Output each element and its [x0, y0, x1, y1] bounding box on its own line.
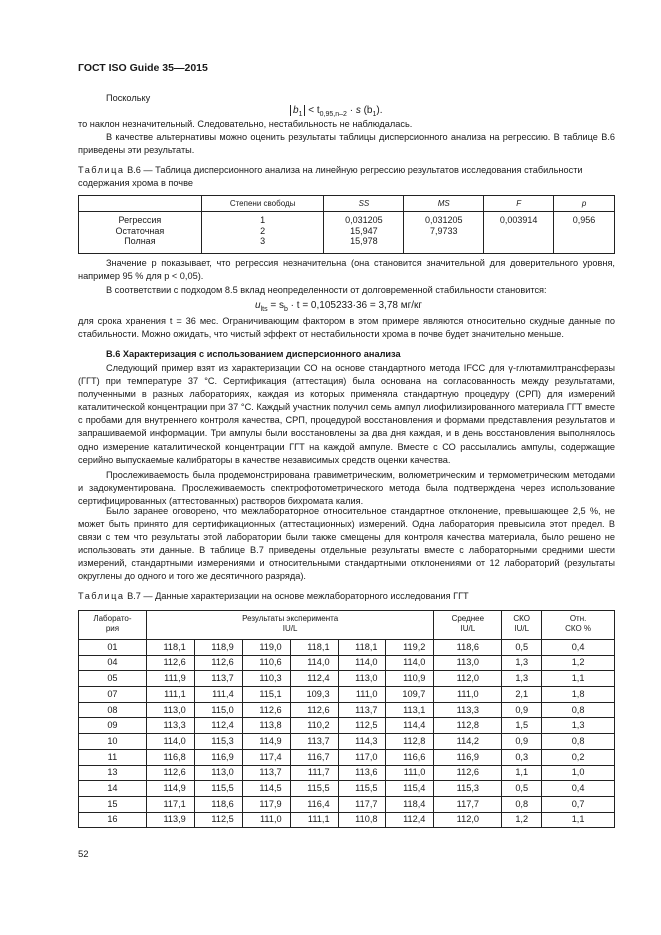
paragraph-traceability: Прослеживаемость была продемонстрирована гравиметрическим, волюметрическим и термометрическим методами и задокументирована. Прослеживаемость спектрофотометрического метода была подтверждена через использование сертифицированных (аттестованных) растворов бихромата калия. — [78, 470, 615, 507]
header-results: Результаты эксперимента IU/L — [146, 611, 434, 640]
header-rel-sko: Отн. СКО % — [542, 611, 615, 640]
table-row — [79, 749, 615, 765]
table-cell: 113,1 — [386, 702, 434, 718]
section-title: В.6 Характеризация с использованием дисперсионного анализа — [106, 349, 401, 359]
table-cell: 01 — [79, 640, 147, 656]
interlab-results-table — [78, 610, 615, 828]
table-cell: 113,7 — [194, 671, 242, 687]
table-cell: 116,7 — [290, 749, 338, 765]
table-cell: 1,3 — [542, 718, 615, 734]
table-cell: 1,5 — [502, 718, 542, 734]
table-cell: 109,3 — [290, 687, 338, 703]
table-cell: 1,2 — [542, 655, 615, 671]
table-cell: 118,1 — [146, 640, 194, 656]
table-cell: 112,6 — [434, 765, 502, 781]
table-cell: 0,5 — [502, 640, 542, 656]
paragraph-poskolku: Поскольку — [106, 93, 151, 103]
table-row — [79, 765, 615, 781]
table-cell: 1,1 — [542, 671, 615, 687]
table-cell: 0,8 — [502, 796, 542, 812]
table-cell: 1,8 — [542, 687, 615, 703]
inequality-formula: $b_1 < t_{0,95,n-2} \cdot s$ $(b_1)$. — [290, 104, 383, 121]
header-mean: Среднее IU/L — [434, 611, 502, 640]
table-cell: 112,4 — [386, 812, 434, 828]
table-cell: 115,5 — [290, 781, 338, 797]
table-row — [79, 702, 615, 718]
table-cell: 110,6 — [242, 655, 290, 671]
table-cell: 112,6 — [290, 702, 338, 718]
table-cell: 0,5 — [502, 781, 542, 797]
table-cell: 1,1 — [542, 812, 615, 828]
table-cell: 0,3 — [502, 749, 542, 765]
table-cell: 119,2 — [386, 640, 434, 656]
table-row — [79, 687, 615, 703]
table-cell: 11 — [79, 749, 147, 765]
table-cell: 114,5 — [242, 781, 290, 797]
table-cell: 112,5 — [338, 718, 386, 734]
table-cell: 117,7 — [338, 796, 386, 812]
header-cell — [79, 196, 202, 212]
table-cell: 115,3 — [434, 781, 502, 797]
table-cell: 05 — [79, 671, 147, 687]
table-cell: 0,9 — [502, 702, 542, 718]
table-cell: 1,3 — [502, 671, 542, 687]
table-cell: 115,5 — [338, 781, 386, 797]
header-lab: Лаборато- рия — [79, 611, 147, 640]
header-cell: Степени свободы — [201, 196, 324, 212]
table-cell: 113,0 — [146, 702, 194, 718]
table-cell: 0,4 — [542, 781, 615, 797]
table-cell: Регрессия Остаточная Полная — [79, 212, 202, 254]
table-cell: 116,8 — [146, 749, 194, 765]
table-cell: 111,1 — [146, 687, 194, 703]
uncertainty-formula: $u_{lts} = s_b \cdot t = 0,105233\cdot 36 = 3,78$ мг/кг — [255, 300, 423, 313]
table-cell: 10 — [79, 734, 147, 750]
table-cell: 0,956 — [554, 212, 615, 254]
table-cell: 112,0 — [434, 812, 502, 828]
table-cell: 08 — [79, 702, 147, 718]
header-cell: p — [554, 196, 615, 212]
table-cell: 119,0 — [242, 640, 290, 656]
table-cell: 118,6 — [194, 796, 242, 812]
table-cell: 113,0 — [338, 671, 386, 687]
table-cell: 113,8 — [242, 718, 290, 734]
paragraph-alternative: В качестве альтернативы можно оценить результаты таблицы дисперсионного анализа на регрессию. В таблице В.6 приведены эти результаты. — [78, 132, 615, 156]
table-cell: 0,7 — [542, 796, 615, 812]
table-cell: 111,4 — [194, 687, 242, 703]
table-cell: 0,031205 7,9733 — [404, 212, 484, 254]
table-header-row — [79, 611, 615, 640]
table-cell: 111,0 — [242, 812, 290, 828]
table-cell: 0,031205 15,947 15,978 — [324, 212, 404, 254]
table-cell: 118,9 — [194, 640, 242, 656]
table-cell: 115,4 — [386, 781, 434, 797]
table-cell: 114,3 — [338, 734, 386, 750]
table-header-row — [79, 196, 615, 212]
table-cell: 07 — [79, 687, 147, 703]
table-cell: 112,4 — [194, 718, 242, 734]
table-cell: 117,7 — [434, 796, 502, 812]
table-cell: 118,1 — [290, 640, 338, 656]
table-cell: 112,0 — [434, 671, 502, 687]
table-cell: 112,8 — [386, 734, 434, 750]
table-row — [79, 734, 615, 750]
table-cell: 04 — [79, 655, 147, 671]
table-cell: 16 — [79, 812, 147, 828]
table-cell: 113,7 — [290, 734, 338, 750]
paragraph-accord: В соответствии с подходом 8.5 вклад неопределенности от долговременной стабильности становится: — [106, 285, 547, 295]
table-cell: 113,7 — [242, 765, 290, 781]
anova-regression-table — [78, 195, 615, 254]
table-row — [79, 640, 615, 656]
table-cell: 113,6 — [338, 765, 386, 781]
table-cell: 112,6 — [146, 765, 194, 781]
table-cell: 0,9 — [502, 734, 542, 750]
table-cell: 112,6 — [146, 655, 194, 671]
table-cell: 113,0 — [194, 765, 242, 781]
table-cell: 115,0 — [194, 702, 242, 718]
table-cell: 114,0 — [146, 734, 194, 750]
table-cell: 110,3 — [242, 671, 290, 687]
table-cell: 1,3 — [502, 655, 542, 671]
table-cell: 116,9 — [194, 749, 242, 765]
table-cell: 114,0 — [290, 655, 338, 671]
table-cell: 114,0 — [338, 655, 386, 671]
table-cell: 112,4 — [290, 671, 338, 687]
table7-caption: Таблица В.7 — Данные характеризации на основе межлабораторного исследования ГГТ — [78, 591, 469, 601]
table-cell: 1,1 — [502, 765, 542, 781]
table-cell: 117,4 — [242, 749, 290, 765]
paragraph-storage: для срока хранения t = 36 мес. Ограничивающим фактором в этом примере являются относительно скудные данные по стабильности. Можно ожидать, что чистый эффект от нестабильности хрома в почве будет значительно меньше. — [78, 316, 615, 340]
paragraph-slope: то наклон незначительный. Следовательно, нестабильность не наблюдалась. — [78, 119, 413, 129]
table-cell: 110,2 — [290, 718, 338, 734]
table-cell: 1,2 — [502, 812, 542, 828]
table-cell: 1,0 — [542, 765, 615, 781]
table-cell: 113,3 — [146, 718, 194, 734]
paragraph-pvalue: Значение p показывает, что регрессия незначительна (она становится значительной для доверительного уровня, например 95 % для p < 0,05). — [78, 258, 615, 282]
table-cell: 113,9 — [146, 812, 194, 828]
table-cell: 1 2 3 — [201, 212, 324, 254]
table-cell: 111,1 — [290, 812, 338, 828]
table-cell: 112,8 — [434, 718, 502, 734]
table-cell: 113,0 — [434, 655, 502, 671]
table-cell: 0,4 — [542, 640, 615, 656]
table-cell: 114,9 — [146, 781, 194, 797]
table-cell: 0,8 — [542, 734, 615, 750]
table6-caption: Таблица В.6 — Таблица дисперсионного анализа на линейную регрессию результатов исследования стабильности содержания хрома в почве — [78, 165, 583, 188]
table-cell: 115,3 — [194, 734, 242, 750]
table-cell: 116,6 — [386, 749, 434, 765]
table-cell: 111,0 — [386, 765, 434, 781]
table-row — [79, 718, 615, 734]
table-cell: 15 — [79, 796, 147, 812]
table-cell: 117,1 — [146, 796, 194, 812]
table-cell: 118,4 — [386, 796, 434, 812]
table-cell: 110,9 — [386, 671, 434, 687]
table-cell: 14 — [79, 781, 147, 797]
table-cell: 114,4 — [386, 718, 434, 734]
table-row — [79, 812, 615, 828]
table-cell: 111,0 — [338, 687, 386, 703]
page-number: 52 — [78, 849, 89, 860]
table-row — [79, 781, 615, 797]
table-cell: 114,2 — [434, 734, 502, 750]
table-cell: 0,8 — [542, 702, 615, 718]
table-cell: 115,1 — [242, 687, 290, 703]
table-row — [79, 671, 615, 687]
table-row — [79, 212, 615, 254]
table-cell: 114,9 — [242, 734, 290, 750]
header-sko: СКО IU/L — [502, 611, 542, 640]
table-cell: 116,4 — [290, 796, 338, 812]
table-cell: 2,1 — [502, 687, 542, 703]
table-cell: 110,8 — [338, 812, 386, 828]
table-cell: 112,5 — [194, 812, 242, 828]
table-cell: 117,9 — [242, 796, 290, 812]
table-row — [79, 796, 615, 812]
table-cell: 111,9 — [146, 671, 194, 687]
table-cell: 115,5 — [194, 781, 242, 797]
page-header: ГОСТ ISO Guide 35—2015 — [78, 62, 208, 74]
table-cell: 09 — [79, 718, 147, 734]
header-cell: F — [484, 196, 554, 212]
table-cell: 111,7 — [290, 765, 338, 781]
paragraph-agreed: Было заранее оговорено, что межлабораторное относительное стандартное отклонение, превышающее 2,5 %, не может быть принято для сертификационных (аттестационных) измерений. Одна лаборатория превысила этот предел. В связи с тем что результаты этой лаборатории были также смещены для контроля качества материала, было решено не использовать эти данные. В таблице В.7 приведены отдельные результаты вместе с лабораторными средними шести измерений, стандартными измерениями и относительными стандартными отклонениями от 12 лабораторий (результаты округлены до одного и того же десятичного разряда). — [78, 506, 615, 582]
table-cell: 118,1 — [338, 640, 386, 656]
table-cell: 113,7 — [338, 702, 386, 718]
header-cell: MS — [404, 196, 484, 212]
table-cell: 118,6 — [434, 640, 502, 656]
table-cell: 0,003914 — [484, 212, 554, 254]
table-cell: 0,2 — [542, 749, 615, 765]
paragraph-example: Следующий пример взят из характеризации СО на основе стандартного метода IFCC для γ-глютамилтрансферазы (ГГТ) при температуре 37 °С. Сертификация (аттестация) была основана на согласованность между результатами, полученными в разных лабораториях, каждая из которых применяла стандартную процедуру (СРП) для измерений каталитической концентрации при 37 °С. Каждый участник получил семь ампул лиофилизированного материала ГГТ вместе с пробами для внутреннего контроля качества, СРП, процедурой восстановления и формами представления результатов и запрашиваемой информации. Три ампулы были восстановлены за два дня каждая, и в день восстановления выполнялось одно измерение каталитической концентрации ГГТ на каждой ампуле. Вместе с СО рассылались ампулы, содержащие серийно выпускаемые калибраторы в качестве независимых средств оценки качества. — [78, 363, 615, 465]
table-cell: 111,0 — [434, 687, 502, 703]
header-cell: SS — [324, 196, 404, 212]
table-cell: 13 — [79, 765, 147, 781]
table-row — [79, 655, 615, 671]
table-cell: 109,7 — [386, 687, 434, 703]
table-cell: 116,9 — [434, 749, 502, 765]
table-cell: 112,6 — [242, 702, 290, 718]
table-cell: 117,0 — [338, 749, 386, 765]
table-cell: 112,6 — [194, 655, 242, 671]
table-cell: 114,0 — [386, 655, 434, 671]
table-cell: 113,3 — [434, 702, 502, 718]
